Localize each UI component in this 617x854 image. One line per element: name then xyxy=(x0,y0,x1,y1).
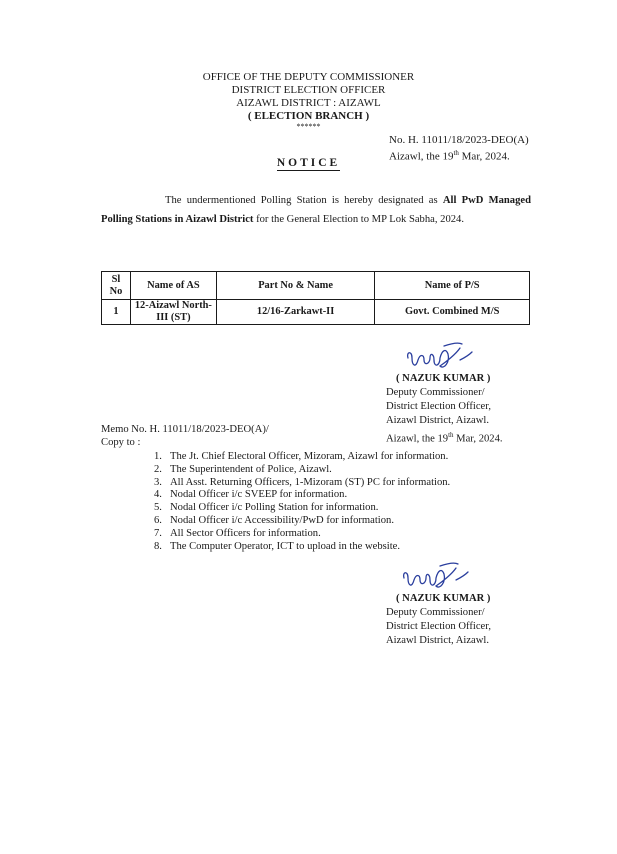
cell-name-of-as: 12-Aizawl North-III (ST) xyxy=(130,300,216,325)
reference-number: No. H. 11011/18/2023-DEO(A) xyxy=(389,134,529,146)
list-item: 8. The Computer Operator, ICT to upload in the website. xyxy=(154,540,401,552)
signature-1-name: ( NAZUK KUMAR ) xyxy=(396,373,491,384)
list-item: 5. Nodal Officer i/c Polling Station for information. xyxy=(154,502,379,514)
list-item: 7. All Sector Officers for information. xyxy=(154,527,321,539)
signature-block-2 xyxy=(386,592,491,648)
list-item: 2. The Superintendent of Police, Aizawl. xyxy=(154,463,332,475)
list-item: 6. Nodal Officer i/c Accessibility/PwD for information. xyxy=(154,514,394,526)
signature-2-officer: District Election Officer, xyxy=(386,621,491,632)
copy-to-label: Copy to : xyxy=(101,437,141,448)
body-part1: The undermentioned Polling Station is hereby designated as xyxy=(165,195,443,206)
signature-1-district: Aizawl District, Aizawl. xyxy=(386,415,489,426)
signature-1-officer: District Election Officer, xyxy=(386,401,491,412)
cell-name-of-ps: Govt. Combined M/S xyxy=(375,300,530,325)
signature-block-1 xyxy=(386,372,503,447)
notice-body xyxy=(101,191,531,229)
list-item: 3. All Asst. Returning Officers, 1-Mizoram (ST) PC for information. xyxy=(154,476,451,488)
branch-title: ( ELECTION BRANCH ) xyxy=(247,110,370,122)
table-header-row xyxy=(102,272,530,300)
notice-title-wrap xyxy=(0,157,617,169)
copy-list xyxy=(154,451,450,553)
signature-2-image xyxy=(396,560,476,596)
signature-2-district: Aizawl District, Aizawl. xyxy=(386,635,489,646)
header-name-of-ps: Name of P/S xyxy=(375,272,530,300)
signature-1-date-sup: th xyxy=(448,431,454,439)
signature-2-designation: Deputy Commissioner/ xyxy=(386,607,485,618)
header-part-no-name: Part No & Name xyxy=(216,272,375,300)
signature-2-name: ( NAZUK KUMAR ) xyxy=(396,593,491,604)
signature-1-date-prefix: Aizawl, the 19 xyxy=(386,433,449,445)
list-item: 1. The Jt. Chief Electoral Officer, Mizoram, Aizawl for information. xyxy=(154,451,449,462)
header-name-of-as: Name of AS xyxy=(130,272,216,300)
header-stars: ****** xyxy=(296,122,321,131)
notice-title: NOTICE xyxy=(276,157,341,169)
body-bold: All PwD Managed Polling Stations in Aizawl District xyxy=(101,195,531,225)
reference-date-prefix: Aizawl, the 19 xyxy=(389,150,454,163)
district-title: AIZAWL DISTRICT : AIZAWL xyxy=(236,97,381,109)
signature-1-image xyxy=(400,340,480,376)
cell-part-no-name: 12/16-Zarkawt-II xyxy=(216,300,375,325)
officer-title: DISTRICT ELECTION OFFICER xyxy=(231,84,386,96)
reference-date-sup: th xyxy=(453,149,459,157)
table-row xyxy=(102,300,530,325)
cell-sl-no: 1 xyxy=(102,300,131,325)
header-sl-no: Sl No xyxy=(102,272,131,300)
reference-date-suffix: Mar, 2024. xyxy=(458,150,510,163)
memo-number: Memo No. H. 11011/18/2023-DEO(A)/ xyxy=(101,424,269,435)
body-part2: for the General Election to MP Lok Sabha, 2024. xyxy=(253,214,464,225)
signature-1-date-suffix: Mar, 2024. xyxy=(453,433,503,445)
polling-station-table xyxy=(101,271,530,325)
signature-1-date xyxy=(386,428,503,447)
office-title: OFFICE OF THE DEPUTY COMMISSIONER xyxy=(202,71,415,83)
list-item: 4. Nodal Officer i/c SVEEP for information. xyxy=(154,489,348,501)
signature-1-designation: Deputy Commissioner/ xyxy=(386,387,485,398)
